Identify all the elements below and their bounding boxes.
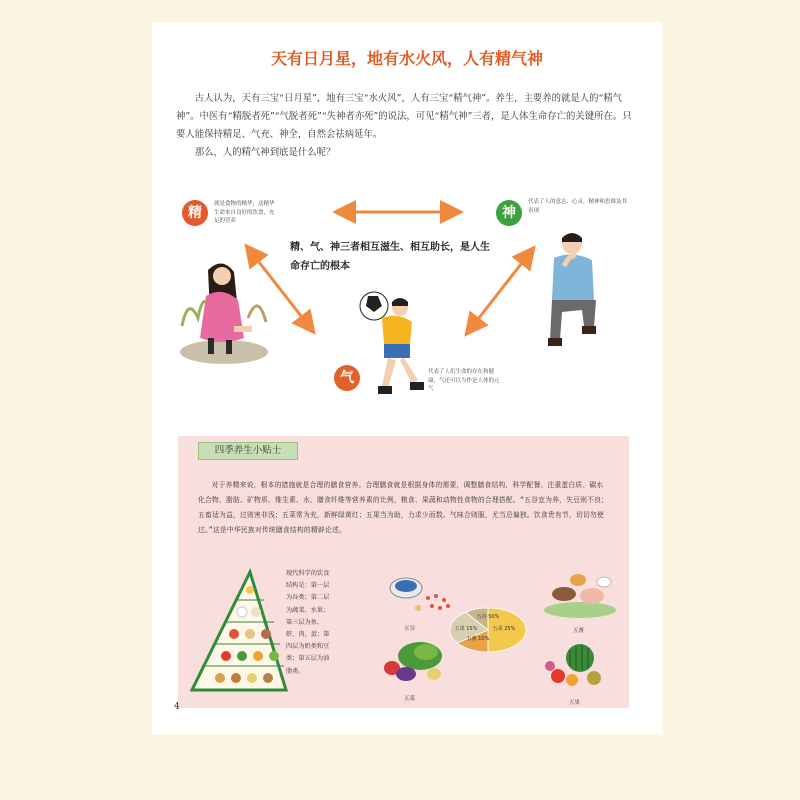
grains-illustration bbox=[386, 574, 456, 620]
qi-circle-icon: 气 bbox=[334, 365, 360, 391]
page-number: 4 bbox=[174, 702, 180, 712]
girl-illustration bbox=[178, 256, 270, 366]
page bbox=[152, 22, 662, 734]
shen-description: 代表了人的意志、心灵，精神和思维及其表现 bbox=[528, 199, 628, 214]
page-title: 天有日月星，地有水火风，人有精气神 bbox=[270, 49, 543, 68]
center-statement: 精、气、神三者相互滋生、相互助长，是人生命存亡的根本 bbox=[290, 242, 490, 272]
pie-label-vegetables: 五菜 25% bbox=[492, 626, 516, 632]
soccer-boy-illustration bbox=[356, 288, 432, 414]
pie-label-grains: 五谷 50% bbox=[476, 614, 500, 620]
tips-box bbox=[178, 436, 629, 708]
food-pyramid bbox=[190, 568, 290, 694]
fruits-label: 五果 bbox=[569, 700, 581, 706]
intro-paragraph-2: 那么，人的精气神到底是什么呢？ bbox=[194, 147, 336, 158]
jing-description: 就是食物的精华，这精华生命来自良好的饮食，充足的营养 bbox=[214, 201, 275, 224]
man-illustration bbox=[544, 230, 608, 380]
oil-item bbox=[246, 586, 254, 594]
shen-qi-arrow bbox=[468, 250, 532, 332]
jing-circle-icon: 精 bbox=[182, 200, 208, 226]
pie-label-livestock: 五畜 10% bbox=[466, 636, 490, 642]
shen-circle-icon: 神 bbox=[496, 200, 522, 226]
intro-paragraph-1: 古人认为，天有三宝“日月星”，地有三宝“水火风”，人有三宝“精气神”。养生，主要养的就是人的“精气神”。中医有“精脱者死”“气脱者死”“失神者亦死”的说法，可见“精气神”三者，是人体生命存亡的关键所在。只要人能保持精足、气充、神全，自然会祛病延年。 bbox=[176, 93, 632, 140]
vegetables-illustration bbox=[378, 634, 452, 692]
pyramid-description: 现代科学的饮食结构是：第一层为谷类；第二层为蔬菜、水果；第三层为鱼、虾、肉、蛋；第四层为奶类和豆类；第五层为油脂类。 bbox=[286, 570, 330, 675]
vegetables-label: 五菜 bbox=[404, 696, 416, 702]
livestock-illustration bbox=[542, 566, 618, 620]
diet-pie-chart bbox=[448, 600, 530, 660]
qi-description: 代表了人们生命的存在和健康，气还可以当作是人体的元气 bbox=[428, 369, 500, 392]
pie-label-fruits: 五果 15% bbox=[454, 626, 478, 632]
tips-text: 对于养精来说，根本的措施就是合理的膳食营养。合理膳食就是根据身体的需要，调整膳食结构，科学配餐。注重蛋白质、碳水化合物、脂肪、矿物质、维生素、水、膳食纤维等营养素的比例，粮食、果蔬和动物性食物的合理搭配。“五谷宜为养，失豆则不良；五畜适为益，过则害非浅；五菜常为充，新鲜绿黄红；五果当为助，力求少而数。气味合则服，尤当忌偏独。饮食贵有节，切切勿使过。”这是中华民族对传统膳食结构的精辟论述。 bbox=[198, 481, 609, 534]
fruits-illustration bbox=[540, 636, 610, 692]
grains-label: 五谷 bbox=[404, 626, 416, 632]
livestock-label: 五畜 bbox=[573, 628, 585, 634]
tips-header: 四季养生小贴士 bbox=[198, 442, 298, 460]
